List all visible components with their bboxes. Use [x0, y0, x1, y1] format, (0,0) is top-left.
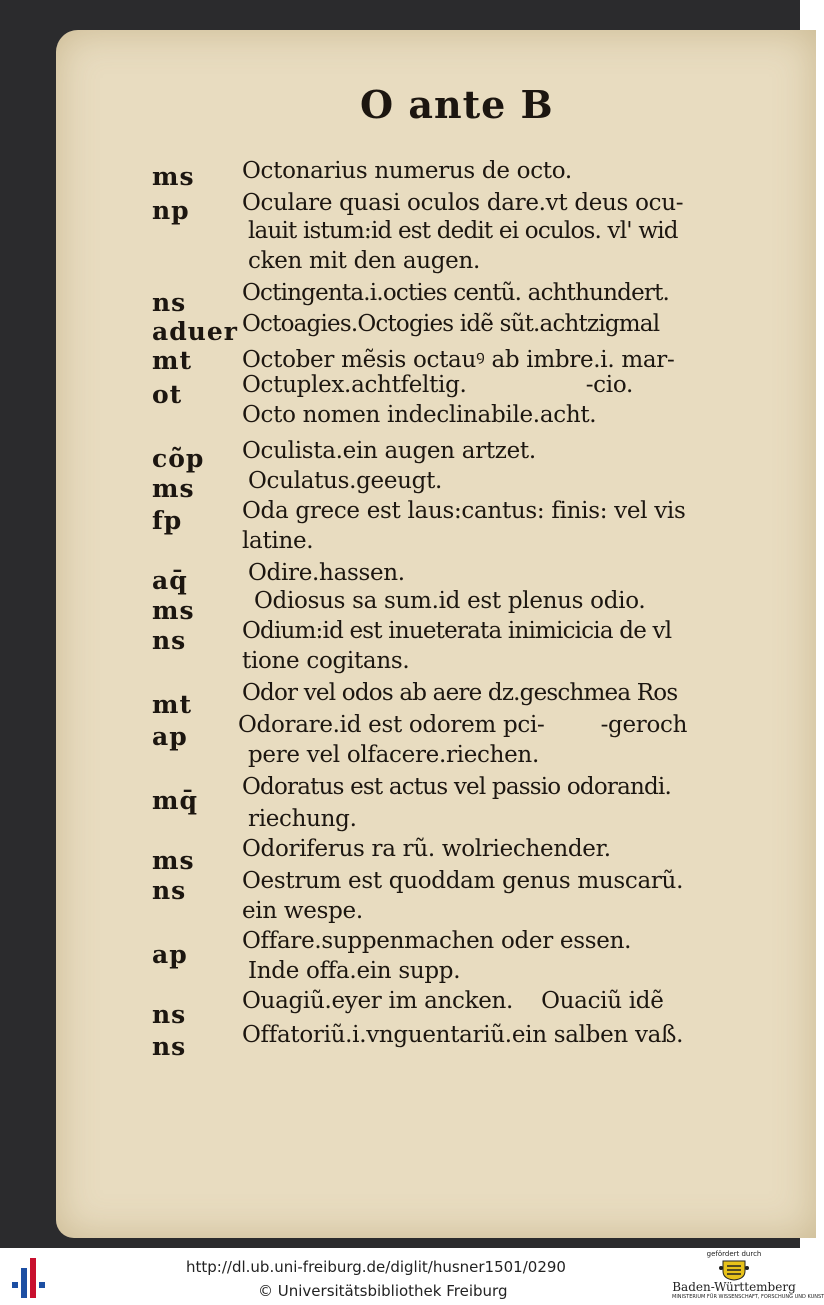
entry-row — [0, 150, 800, 191]
grammar-code: mq̄ — [152, 786, 198, 815]
grammar-code: aduer — [152, 317, 238, 346]
entry-line: lauit istum:id est dedit ei oculos. vl' wid — [248, 218, 678, 244]
entry-line: Odiosus sa sum.id est plenus odio. — [254, 588, 646, 614]
entry-line: latine. — [242, 528, 314, 554]
sponsor-label: gefördert durch — [706, 1250, 762, 1258]
sponsor-block — [672, 1250, 824, 1304]
grammar-code: ap — [152, 722, 188, 751]
grammar-code: ap — [152, 940, 188, 969]
grammar-code: ns — [152, 288, 187, 317]
entry-line: riechung. — [248, 806, 357, 832]
entry-line: Odor vel odos ab aere dz.geschmea Ros — [242, 680, 678, 706]
entry-line: Offatoriũ.i.vnguentariũ.ein salben vaß. — [242, 1022, 684, 1048]
entry-line: Oculista.ein augen artzet. — [242, 438, 536, 464]
entry-line: Odoriferus ra rũ. wolriechender. — [242, 836, 611, 862]
entry-line: Oestrum est quoddam genus muscarũ. — [242, 868, 684, 894]
entry-line: Ouagiũ.eyer im ancken. Ouaciũ idẽ — [242, 988, 664, 1014]
entry-line: Octonarius numerus de octo. — [242, 158, 572, 184]
entry-line: Octuplex.achtfeltig. -cio. — [242, 372, 633, 398]
entry-line: Oculatus.geeugt. — [248, 468, 443, 494]
grammar-code: cõp — [152, 444, 205, 473]
sponsor-name: Baden-Württemberg — [672, 1280, 796, 1294]
entry-line: Octingenta.i.octies centũ. achthundert. — [242, 280, 670, 306]
entry-line: Oda grece est laus:cantus: finis: vel vis — [242, 498, 686, 524]
entry-line: Inde offa.ein supp. — [248, 958, 461, 984]
grammar-code: ns — [152, 876, 187, 905]
baden-wuerttemberg-crest-icon — [719, 1259, 749, 1281]
grammar-code: ns — [152, 1032, 187, 1061]
grammar-code: ot — [152, 380, 183, 409]
grammar-code: mt — [152, 690, 193, 719]
entry-row — [0, 1020, 800, 1061]
permalink-url[interactable]: http://dl.ub.uni-freiburg.de/diglit/husner1501/0290 — [186, 1258, 566, 1276]
sponsor-ministry: MINISTERIUM FÜR WISSENSCHAFT, FORSCHUNG UND KUNST — [672, 1294, 824, 1300]
grammar-code: fp — [152, 506, 183, 535]
grammar-code: ms — [152, 846, 195, 875]
copyright-notice: © Universitätsbibliothek Freiburg — [258, 1282, 508, 1300]
grammar-code: ns — [152, 1000, 187, 1029]
grammar-code: ns — [152, 626, 187, 655]
grammar-code: aq̄ — [152, 566, 188, 595]
entry-line: Octo nomen indeclinabile.acht. — [242, 402, 597, 428]
entry-line: Odire.hassen. — [248, 560, 405, 586]
grammar-code: mt — [152, 346, 193, 375]
grammar-code: np — [152, 196, 190, 225]
entry-line: ein wespe. — [242, 898, 363, 924]
entry-line: Odorare.id est odorem pci- -geroch — [238, 712, 688, 738]
entry-line: Octoagies.Octogies idẽ sũt.achtzigmal — [242, 311, 660, 337]
entry-line: cken mit den augen. — [248, 248, 481, 274]
entry-row — [0, 402, 800, 440]
running-head: O ante B — [360, 82, 554, 127]
entry-line: Odoratus est actus vel passio odorandi. — [242, 774, 671, 800]
grammar-code: ms — [152, 162, 195, 191]
entry-line: Offare.suppenmachen oder essen. — [242, 928, 632, 954]
grammar-code: ms — [152, 474, 195, 503]
entry-line: October mẽsis octauꝰ ab imbre.i. mar- — [242, 347, 675, 373]
entry-line: tione cogitans. — [242, 648, 410, 674]
entry-line: Odium:id est inueterata inimicicia de vl — [242, 618, 672, 644]
ub-freiburg-logo-icon — [10, 1256, 50, 1300]
viewer-footer — [0, 1248, 824, 1305]
entry-line: Oculare quasi oculos dare.vt deus ocu- — [242, 190, 684, 216]
grammar-code: ms — [152, 596, 195, 625]
entry-line: pere vel olfacere.riechen. — [248, 742, 539, 768]
